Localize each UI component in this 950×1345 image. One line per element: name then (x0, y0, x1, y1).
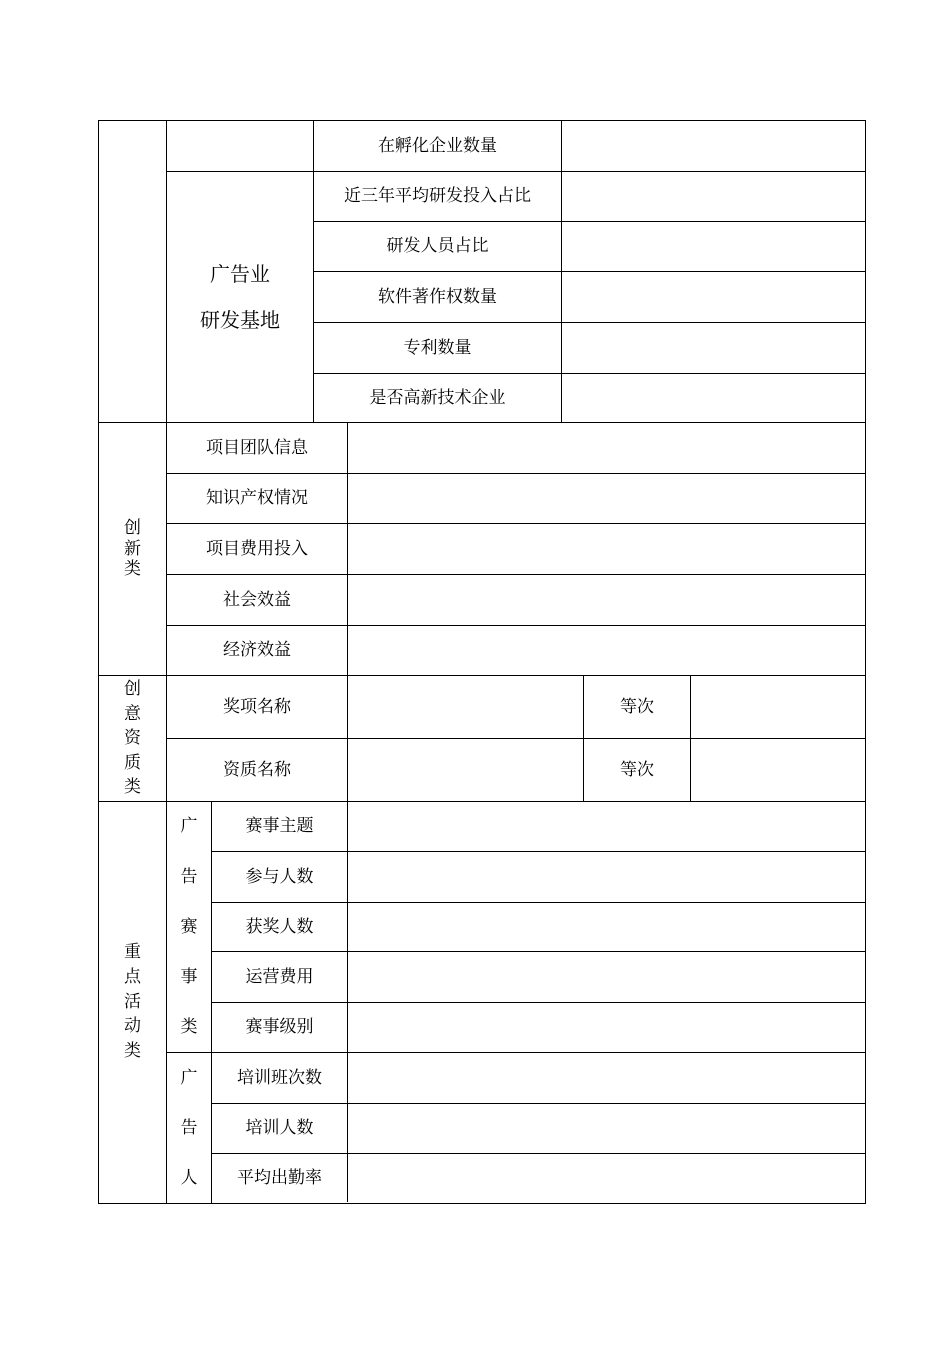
category-char: 活 (124, 991, 141, 1012)
field-label: 软件著作权数量 (378, 286, 497, 307)
value-input[interactable] (348, 739, 583, 801)
field-label: 专利数量 (403, 337, 472, 358)
field-label: 项目费用投入 (206, 538, 308, 559)
field-label: 赛事级别 (245, 1017, 314, 1037)
field-label: 获奖人数 (245, 916, 314, 937)
value-input[interactable] (348, 1154, 864, 1202)
category-char: 类 (124, 559, 141, 580)
subcategory-char: 广 (180, 816, 198, 836)
subcategory-char: 赛 (180, 916, 198, 937)
innovation-category (99, 423, 166, 675)
value-input[interactable] (348, 626, 864, 675)
field-label: 研发人员占比 (386, 236, 489, 256)
subcategory-char: 类 (180, 1017, 198, 1037)
value-input[interactable] (348, 1053, 864, 1103)
grade-input[interactable] (691, 739, 864, 801)
category-char: 类 (124, 777, 141, 798)
field-label: 运营费用 (245, 966, 314, 987)
category-char: 动 (124, 1016, 141, 1037)
category-char: 类 (124, 1040, 141, 1061)
field-label: 培训班次数 (237, 1067, 322, 1088)
subcategory-char: 事 (180, 966, 198, 987)
value-input[interactable] (348, 802, 864, 851)
key-activities-category (99, 802, 166, 1202)
creative-qualification-category (99, 676, 166, 801)
category-char: 重 (124, 942, 141, 963)
value-input[interactable] (348, 1003, 864, 1052)
field-label: 社会效益 (223, 589, 291, 610)
subcategory-char: 告 (180, 1118, 198, 1138)
value-input[interactable] (562, 121, 864, 171)
field-label: 项目团队信息 (206, 437, 308, 458)
category-char: 创 (124, 678, 141, 699)
field-label: 资质名称 (223, 759, 291, 780)
value-input[interactable] (562, 272, 864, 322)
category-char: 点 (124, 967, 141, 988)
grade-label: 等次 (620, 759, 654, 780)
field-label: 经济效益 (223, 640, 291, 660)
subcategory-char: 人 (180, 1167, 198, 1188)
value-input[interactable] (348, 1104, 864, 1153)
value-input[interactable] (348, 524, 864, 574)
subcategory-char: 告 (180, 866, 198, 887)
value-input[interactable] (348, 474, 864, 523)
category-char: 创 (124, 518, 141, 539)
grade-input[interactable] (691, 676, 864, 738)
field-label: 赛事主题 (245, 816, 314, 836)
value-input[interactable] (348, 575, 864, 625)
value-input[interactable] (348, 852, 864, 902)
value-input[interactable] (562, 222, 864, 271)
value-input[interactable] (348, 423, 864, 473)
field-label: 参与人数 (245, 866, 314, 887)
field-label: 是否高新技术企业 (369, 387, 506, 408)
field-label: 知识产权情况 (206, 488, 308, 508)
category-char: 质 (124, 752, 141, 773)
category-char: 新 (124, 538, 141, 559)
rd-base-category-line2: 研发基地 (200, 308, 280, 332)
value-input[interactable] (562, 172, 864, 221)
value-input[interactable] (348, 903, 864, 951)
value-input[interactable] (562, 374, 864, 422)
field-label: 奖项名称 (223, 696, 291, 717)
incubator-label-cell (167, 121, 313, 171)
value-input[interactable] (562, 323, 864, 373)
subcategory-char: 广 (180, 1067, 198, 1088)
field-label: 平均出勤率 (237, 1167, 322, 1188)
category-char: 意 (124, 703, 141, 724)
field-label: 培训人数 (245, 1118, 314, 1138)
field-label: 近三年平均研发投入占比 (344, 186, 531, 206)
value-input[interactable] (348, 676, 583, 738)
rd-base-category-line1: 广告业 (210, 262, 270, 286)
field-label: 在孵化企业数量 (378, 135, 497, 156)
category-char: 资 (124, 728, 141, 749)
grade-label: 等次 (620, 696, 654, 717)
value-input[interactable] (348, 952, 864, 1002)
rd-base-category (167, 172, 313, 422)
